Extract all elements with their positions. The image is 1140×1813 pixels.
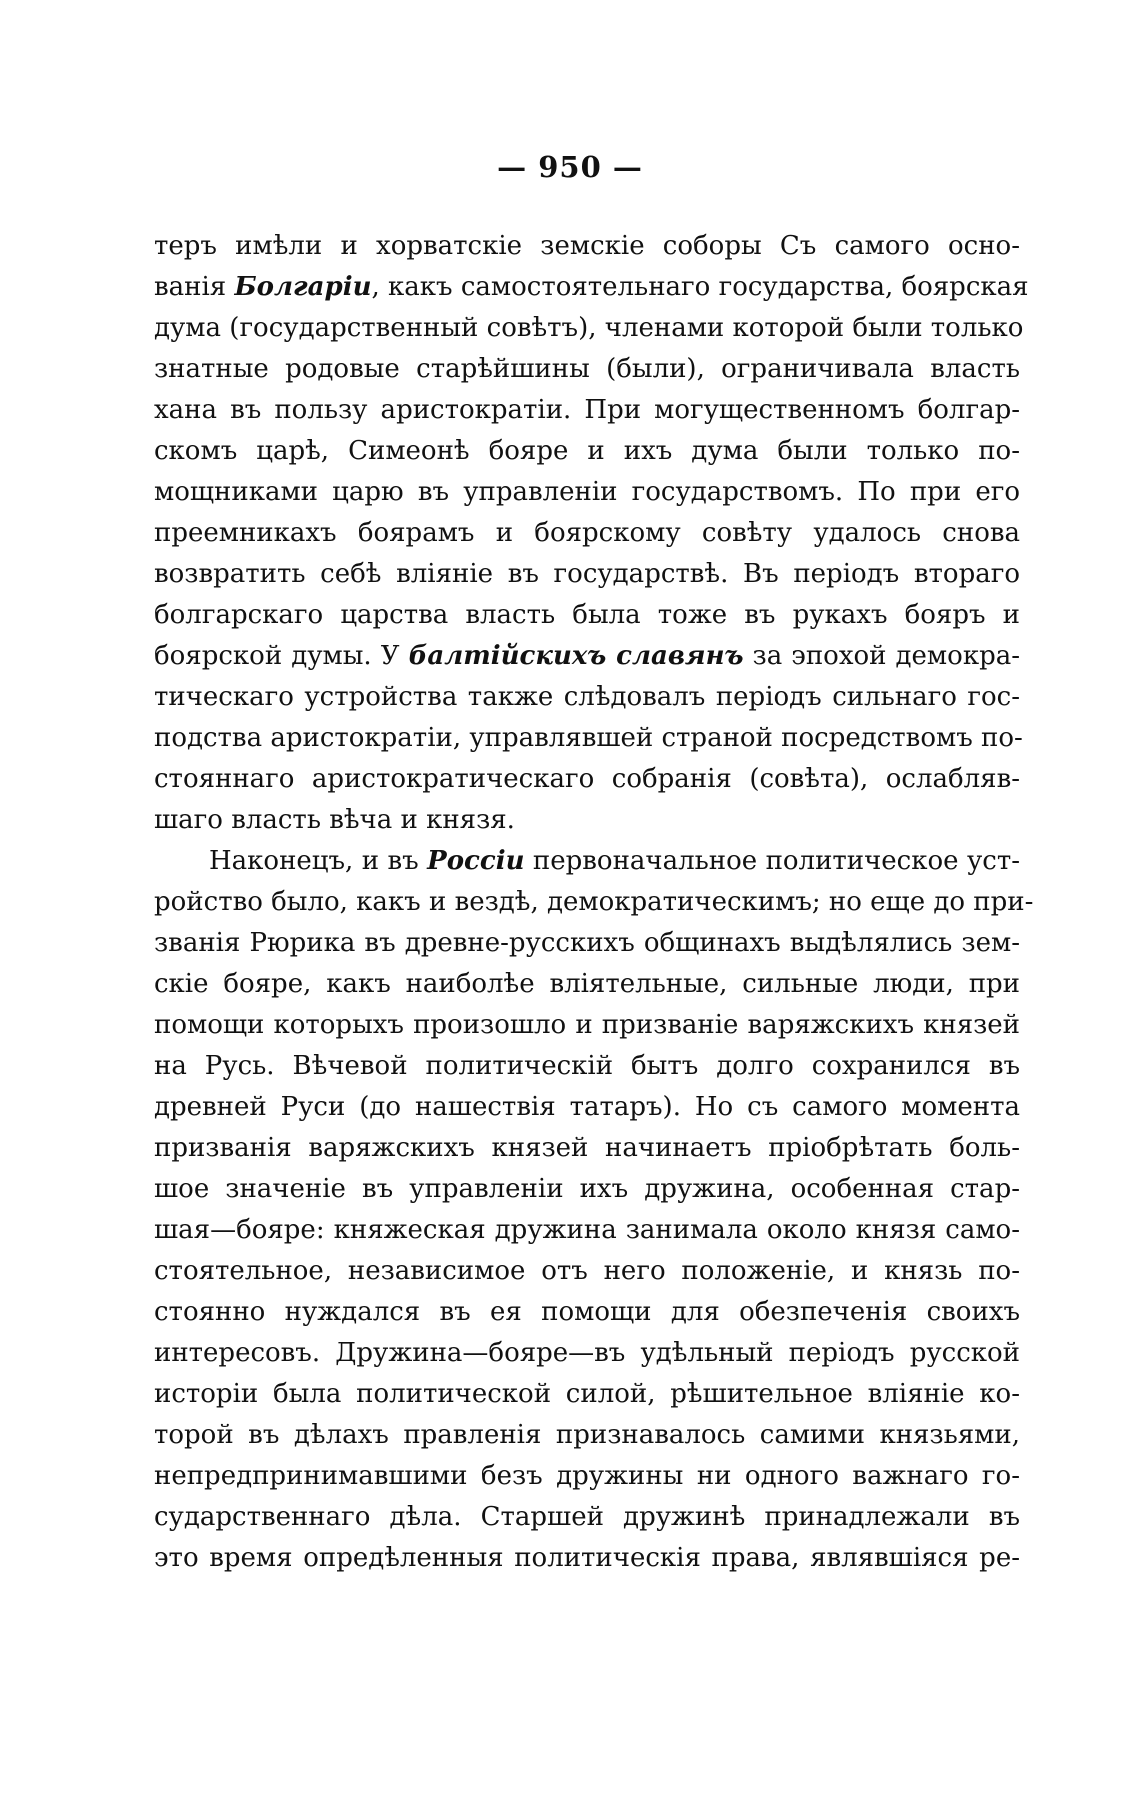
text-line: непредпринимавшими безъ дружины ни одного важнаго го- (154, 1461, 1020, 1491)
text-line: интересовъ. Дружина—бояре—въ удѣльный періодъ русской (154, 1338, 1020, 1368)
text-line: шаго власть вѣча и князя. (154, 805, 515, 835)
text-line: скіе бояре, какъ наиболѣе вліятельные, сильные люди, при (154, 969, 1020, 999)
emphasized-term: Болгаріи (234, 272, 372, 302)
text-line: подства аристократіи, управлявшей страной посредствомъ по- (154, 723, 1023, 753)
text-line: преемникахъ боярамъ и боярскому совѣту удалось снова (154, 518, 1020, 548)
text-line: стоянно нуждался въ ея помощи для обезпеченія своихъ (154, 1297, 1020, 1327)
text-line: хана въ пользу аристократіи. При могущественномъ болгар- (154, 395, 1020, 425)
text-line: теръ имѣли и хорватскіе земскіе соборы Съ самого осно- (154, 231, 1020, 261)
text-line: боярской думы. У балтійскихъ славянъ за эпохой демокра- (154, 641, 1020, 671)
text-line: ройство было, какъ и вездѣ, демократическимъ; но еще до при- (154, 887, 1034, 917)
text-line: призванія варяжскихъ князей начинаетъ пріобрѣтать боль- (154, 1133, 1020, 1163)
text-line: торой въ дѣлахъ правленія признавалось самими князьями, (154, 1420, 1020, 1450)
emphasized-term: Россіи (427, 846, 525, 876)
text-line: Наконецъ, и въ Россіи первоначальное политическое уст- (209, 846, 1020, 876)
text-line: мощниками царю въ управленіи государствомъ. По при его (154, 477, 1020, 507)
page-number: — 950 — (497, 150, 643, 184)
text-line: тическаго устройства также слѣдовалъ періодъ сильнаго гос- (154, 682, 1020, 712)
text-line: знатные родовые старѣйшины (были), ограничивала власть (154, 354, 1020, 384)
text-line: ванія Болгаріи, какъ самостоятельнаго государства, боярская (154, 272, 1029, 302)
paragraph (154, 841, 1034, 1579)
text-line: это время опредѣленныя политическія права, являвшіяся ре- (154, 1543, 1020, 1573)
text-line: стояннаго аристократическаго собранія (совѣта), ослабляв- (154, 764, 1020, 794)
text-line: помощи которыхъ произошло и призваніе варяжскихъ князей (154, 1010, 1020, 1040)
text-line: стоятельное, независимое отъ него положеніе, и князь по- (154, 1256, 1020, 1286)
text-line: скомъ царѣ, Симеонѣ бояре и ихъ дума были только по- (154, 436, 1020, 466)
text-line: исторіи была политической силой, рѣшительное вліяніе ко- (154, 1379, 1020, 1409)
text-line: шая—бояре: княжеская дружина занимала около князя само- (154, 1215, 1020, 1245)
emphasized-term: балтійскихъ славянъ (408, 641, 744, 671)
text-line: дума (государственный совѣтъ), членами которой были только (154, 313, 1024, 343)
text-body (154, 226, 1034, 1579)
paragraph (154, 226, 1029, 841)
text-line: сударственнаго дѣла. Старшей дружинѣ принадлежали въ (154, 1502, 1020, 1532)
text-line: древней Руси (до нашествія татаръ). Но съ самого момента (154, 1092, 1020, 1122)
text-line: на Русь. Вѣчевой политическій бытъ долго сохранился въ (154, 1051, 1020, 1081)
text-line: возвратить себѣ вліяніе въ государствѣ. Въ періодъ втораго (154, 559, 1020, 589)
text-line: шое значеніе въ управленіи ихъ дружина, особенная стар- (154, 1174, 1020, 1204)
text-line: званія Рюрика въ древне-русскихъ общинахъ выдѣлялись зем- (154, 928, 1020, 958)
text-line: болгарскаго царства власть была тоже въ рукахъ бояръ и (154, 600, 1020, 630)
